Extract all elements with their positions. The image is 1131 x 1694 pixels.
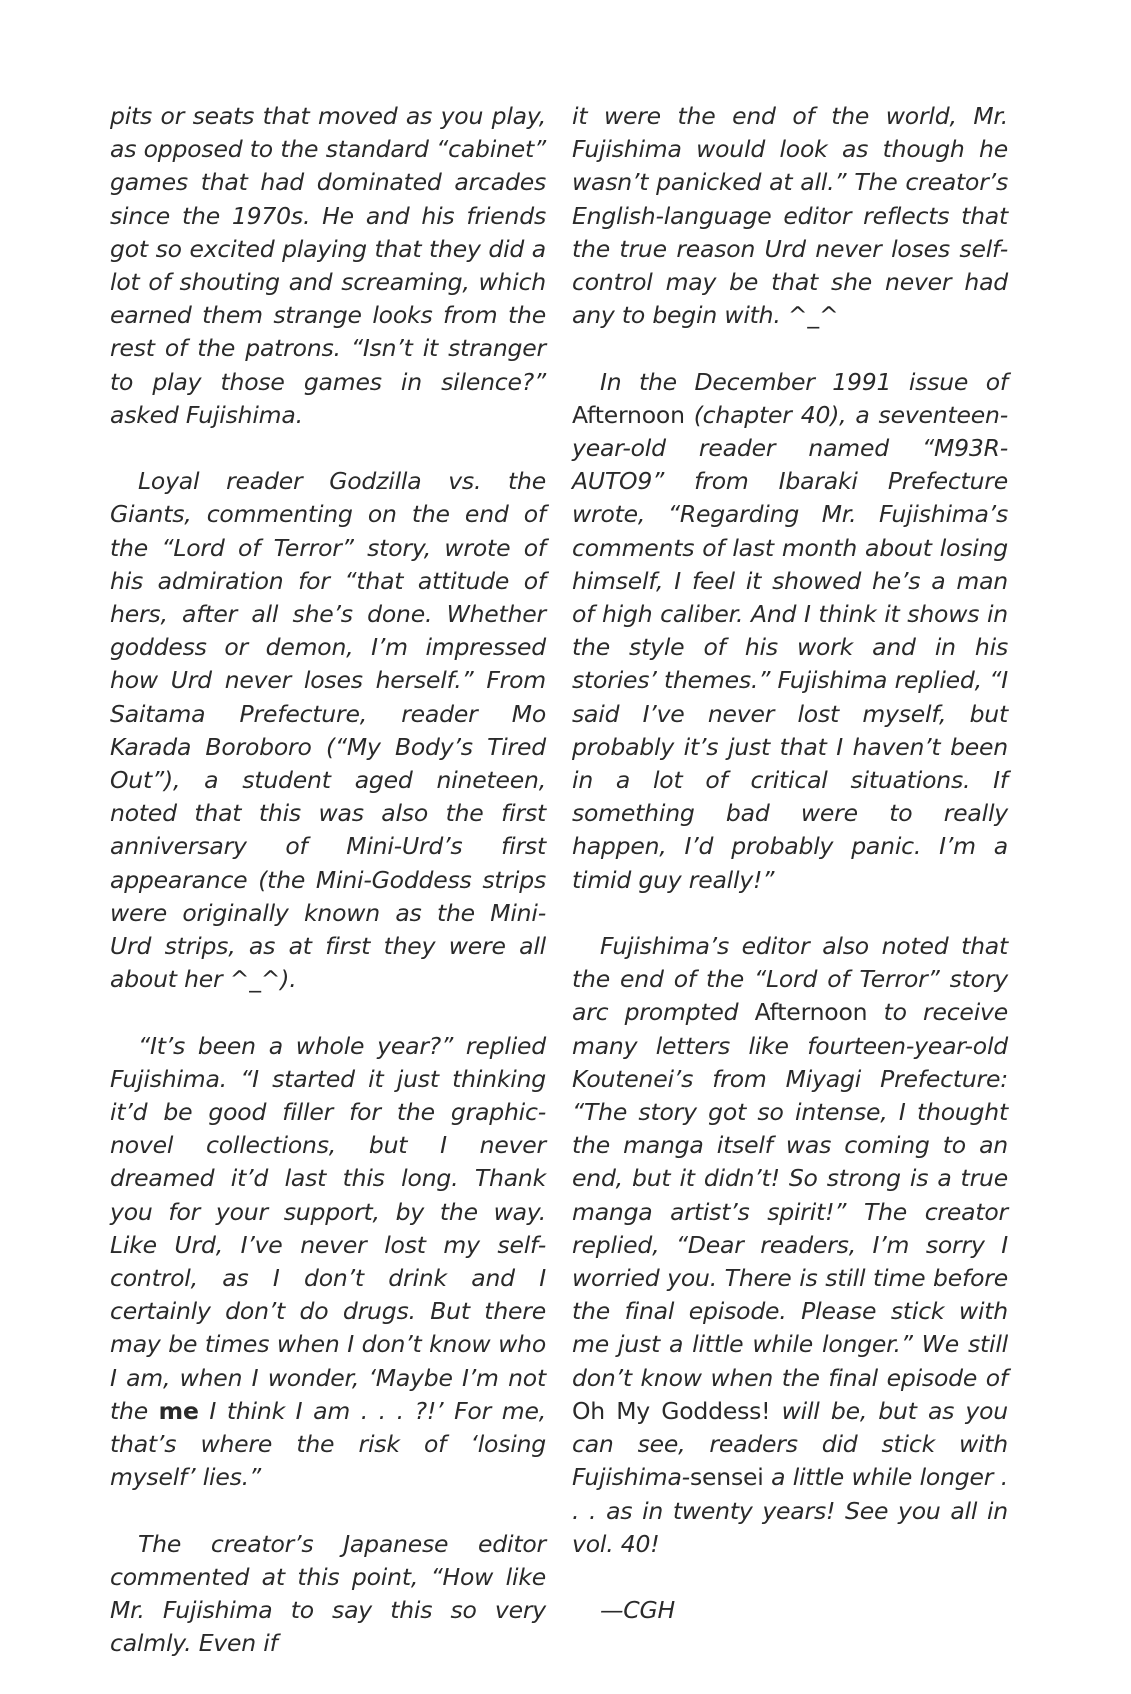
signature: —CGH [600, 1596, 675, 1625]
paragraph-text: I think I am . . . ?!’ For me, that’s where the risk of ‘losing myself’ lies.” [110, 1396, 546, 1492]
paragraph-arcade-games: pits or seats that moved as you play, as opposed to the standard “cabinet” games that had dominated arcades since the 1970s. He and his friends got so excited playing that they did a lot of shouting and screaming, which earned them strange looks from the rest of the patrons. “Isn’t it stranger to play those games in silence?” asked Fujishima. [110, 102, 546, 429]
paragraph-text: “It’s been a whole year?” replied Fujishima. “I started it just thinking it’d be good filler for the graphic-novel collections, but I never dreamed it’d last this long. Thank you for your support, by the way. Like Urd, I’ve never lost my self-control, as I don’t drink and I certainly don’t do drugs. But there may be times when I don’t know who I am, when I wonder, ‘Maybe I’m not the [110, 1031, 546, 1425]
paragraph-text: Fujishima’s editor also noted that the end of the “Lord of Terror” story arc prompted [572, 932, 1008, 1027]
paragraph-whole-year [110, 1030, 546, 1495]
magazine-title: Afternoon [572, 400, 685, 429]
emphasis-me: me [158, 1396, 199, 1425]
magazine-title: Afternoon [754, 998, 868, 1027]
paragraph-end-of-world: it were the end of the world, Mr. Fujishima would look as though he wasn’t panicked at all.” The creator’s English-language editor reflects that the true reason Urd never loses self-control may be that she never had any to begin with. ^_^ [572, 102, 1008, 330]
left-column [110, 100, 546, 1694]
paragraph-december-1991 [572, 366, 1008, 897]
paragraph-text: (chapter 40), a seventeen-year-old reader named “M93R-AUTO9” from Ibaraki Prefecture wrote, “Regarding Mr. Fujishima’s comments of last month about losing himself, I feel it showed he’s a man of high caliber. And I think it shows in the style of his work and in his stories’ themes.” Fujishima replied, “I said I’ve never lost myself, but probably it’s just that I haven’t been in a lot of critical situations. If something bad were to really happen, I’d probably panic. I’m a timid guy really!” [572, 400, 1008, 894]
paragraph-text: to receive many letters like fourteen-year-old Koutenei’s from Miyagi Prefecture: “The story got so intense, I thought the manga itself was coming to an end, but it didn’t! So strong is a true manga artist’s spirit!” The creator replied, “Dear readers, I’m sorry I worried you. There is still time before the final episode. Please stick with me just a little while longer.” We still don’t know when the final episode of [572, 998, 1008, 1392]
paragraph-text: In the December 1991 issue of [600, 367, 1008, 396]
right-column [572, 100, 1008, 1627]
paragraph-text: will be, but as you can see, readers did stick with Fujishima- [572, 1396, 1008, 1492]
paragraph-japanese-editor: The creator’s Japanese editor commented at this point, “How like Mr. Fujishima to say this so very calmly. Even if [110, 1529, 546, 1658]
honorific: sensei [689, 1463, 764, 1492]
paragraph-loyal-reader: Loyal reader Godzilla vs. the Giants, commenting on the end of the “Lord of Terror” story, wrote of his admiration for “that attitude of hers, after all she’s done. Whether goddess or demon, I’m impressed how Urd never loses herself.” From Saitama Prefecture, reader Mo Karada Boroboro (“My Body’s Tired Out”), a student aged nineteen, noted that this was also the first anniversary of Mini-Urd’s first appearance (the Mini-Goddess strips were originally known as the Mini-Urd strips, as at first they were all about her ^_^). [110, 467, 546, 994]
paragraph-editor-noted [572, 930, 1008, 1561]
series-title: Oh My Goddess! [572, 1396, 771, 1425]
paragraph-text: a little while longer . . . as in twenty years! See you all in vol. 40! [572, 1463, 1008, 1558]
